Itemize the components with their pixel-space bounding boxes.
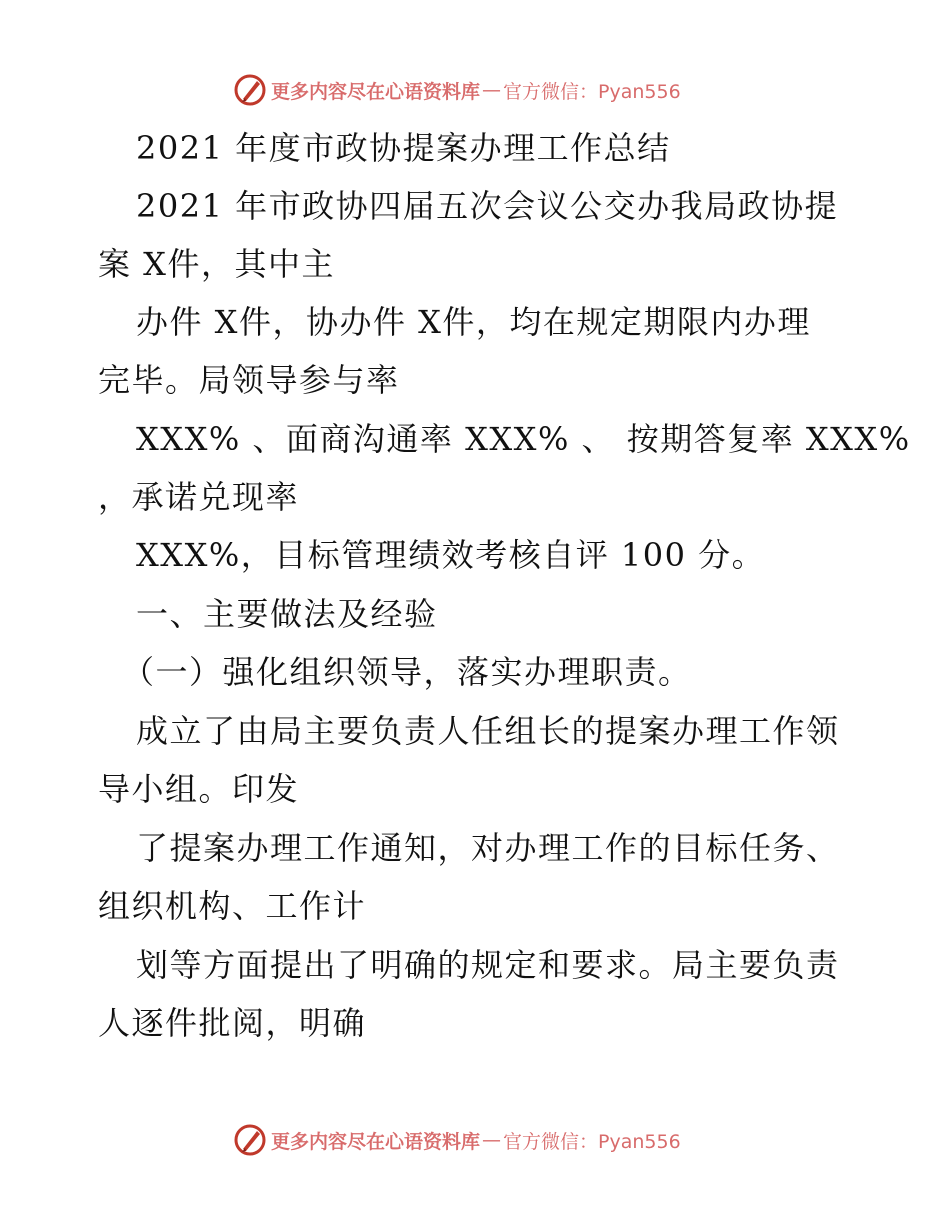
paragraph-line: 完毕。局领导参与率: [98, 361, 400, 399]
paragraph-line: ，承诺兑现率: [98, 478, 300, 516]
watermark-sub-text: 官方微信：Pyan556: [503, 1130, 681, 1153]
paragraph-line: XXX%，目标管理绩效考核自评 100 分。: [136, 536, 766, 574]
paragraph-line: 组织机构、工作计: [98, 887, 367, 925]
section-heading: 一、主要做法及经验: [136, 595, 438, 633]
paragraph-line: XXX% 、面商沟通率 XXX% 、 按期答复率 XXX%: [136, 420, 911, 458]
paragraph-line: 成立了由局主要负责人任组长的提案办理工作领: [136, 712, 840, 750]
document-title: 2021 年度市政协提案办理工作总结: [136, 129, 671, 167]
paragraph-line: 划等方面提出了明确的规定和要求。局主要负责: [136, 946, 840, 984]
subsection-heading: （一）强化组织领导，落实办理职责。: [122, 653, 692, 691]
watermark-dash: —: [482, 79, 502, 101]
paragraph-line: 了提案办理工作通知，对办理工作的目标任务、: [136, 829, 840, 867]
header-watermark: [0, 70, 950, 110]
paragraph-line: 案 X件，其中主: [98, 245, 335, 283]
pen-logo-icon: [233, 1123, 267, 1157]
watermark-main-text: 更多内容尽在心语资料库: [271, 80, 481, 103]
paragraph-line: 办件 X件，协办件 X件，均在规定期限内办理: [136, 303, 811, 341]
watermark-dash: —: [482, 1129, 502, 1151]
paragraph-line: 2021 年市政协四届五次会议公交办我局政协提: [136, 187, 839, 225]
footer-watermark: [0, 1120, 950, 1160]
paragraph-line: 人逐件批阅，明确: [98, 1004, 367, 1042]
watermark-main-text: 更多内容尽在心语资料库: [271, 1130, 481, 1153]
pen-logo-icon: [233, 73, 267, 107]
watermark-sub-text: 官方微信：Pyan556: [503, 80, 681, 103]
paragraph-line: 导小组。印发: [98, 770, 300, 808]
